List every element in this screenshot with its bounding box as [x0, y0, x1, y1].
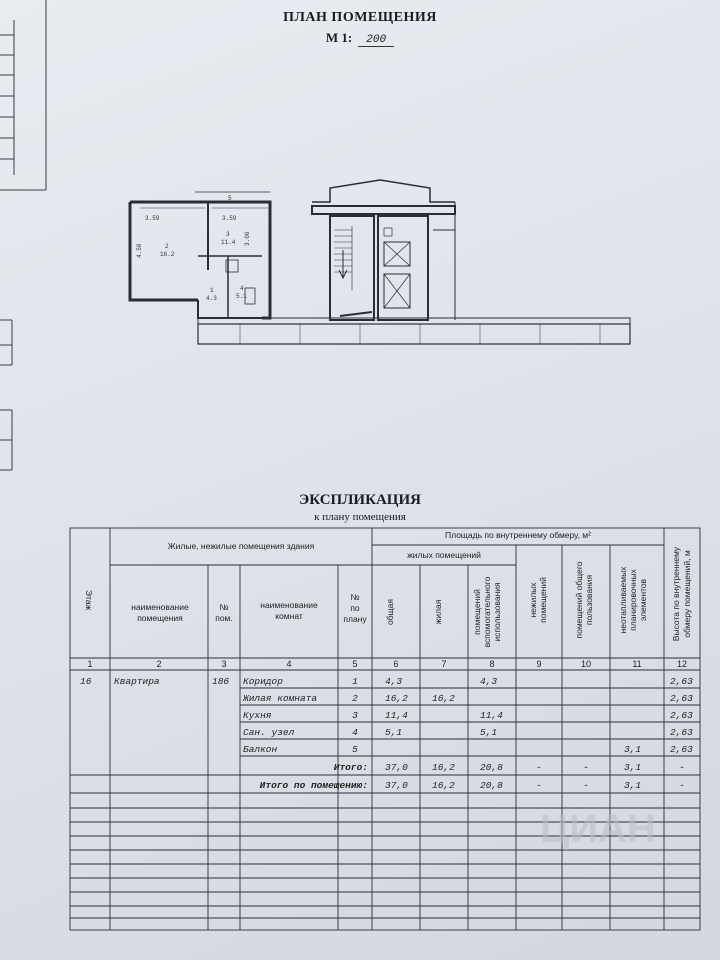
total-area-cell: 11,4: [385, 710, 408, 721]
header-floor: Этаж: [84, 589, 94, 611]
room-name-cell: Жилая комната: [243, 693, 318, 704]
dim-label: 3.59: [145, 215, 160, 222]
height-cell: 2,63: [670, 710, 693, 721]
header-living: жилая: [433, 599, 443, 625]
living-area-cell: 16,2: [432, 693, 455, 704]
subtotal-row: [334, 762, 685, 773]
height-cell: 2,63: [670, 676, 693, 687]
header-premises-group: Жилые, нежилые помещения здания: [167, 541, 315, 551]
header-plan-no: по: [350, 603, 360, 613]
dim-label: 4.50: [136, 243, 143, 258]
plan-no-cell: 5: [352, 744, 358, 755]
header-room-name: наименование: [260, 600, 318, 610]
plan-no-cell: 3: [352, 710, 358, 721]
plan-no-cell: 1: [352, 676, 358, 687]
column-number: 9: [536, 659, 542, 669]
column-number: 7: [441, 659, 447, 669]
subtotal-nonheated: 3,1: [624, 762, 642, 773]
subtotal-common: -: [583, 762, 589, 773]
room-name-cell: Кухня: [243, 710, 272, 721]
dim-label: 5: [228, 195, 232, 202]
column-number: 11: [632, 659, 642, 669]
premise-name-value: Квартира: [114, 676, 160, 687]
column-number: 6: [393, 659, 399, 669]
header-total: общая: [385, 599, 395, 625]
room-area: 16.2: [160, 251, 175, 258]
dim-label: 3.06: [244, 231, 251, 246]
subtotal-living: 16,2: [432, 762, 455, 773]
header-non-heated: планировочных: [628, 569, 638, 631]
header-auxiliary: вспомогательного: [482, 576, 492, 648]
explication-title: ЭКСПЛИКАЦИЯ: [299, 492, 421, 508]
scale-value: 200: [358, 34, 394, 47]
room-name-cell: Балкон: [243, 744, 278, 755]
floor-value: 16: [80, 676, 92, 687]
aux-area-cell: 4,3: [480, 676, 498, 687]
column-number: 2: [156, 659, 162, 669]
aux-area-cell: 11,4: [480, 710, 503, 721]
subtotal-nonres: -: [536, 762, 542, 773]
scale-label: М 1:: [325, 30, 353, 45]
room-number: 3: [226, 231, 230, 238]
room-name-cell: Коридор: [243, 676, 283, 687]
plan-no-cell: 2: [352, 693, 358, 704]
header-height: обмеру помещений, м: [682, 550, 692, 638]
grand-total-label: Итого по помещению:: [259, 780, 368, 791]
header-nonresidential: помещений: [538, 577, 548, 623]
header-plan-no: №: [350, 592, 360, 602]
column-numbers: [87, 659, 687, 669]
header-premise-name: наименование: [131, 602, 189, 612]
column-number: 12: [676, 659, 688, 669]
header-premise-no: пом.: [215, 613, 233, 623]
grand-total-total: 37,0: [385, 780, 408, 791]
header-area-group: Площадь по внутреннему обмеру, м²: [445, 530, 591, 540]
subtotal-total: 37,0: [385, 762, 408, 773]
page-title: ПЛАН ПОМЕЩЕНИЯ: [283, 10, 437, 25]
nonheated-area-cell: 3,1: [624, 744, 642, 755]
total-area-cell: 5,1: [385, 727, 403, 738]
column-number: 3: [221, 659, 227, 669]
header-nonresidential: нежилых: [528, 582, 538, 618]
total-area-cell: 16,2: [385, 693, 408, 704]
total-area-cell: 4,3: [385, 676, 403, 687]
dim-label: 3.59: [222, 215, 237, 222]
room-area: 5.1: [236, 293, 247, 300]
room-number: 1: [210, 287, 214, 294]
header-premise-no: №: [219, 602, 229, 612]
aux-area-cell: 5,1: [480, 727, 498, 738]
header-non-heated: элементов: [638, 578, 648, 622]
column-number: 5: [352, 659, 358, 669]
column-number: 4: [286, 659, 292, 669]
header-room-name: комнат: [275, 611, 303, 621]
grand-total-height: -: [679, 780, 685, 791]
plan-no-cell: 4: [352, 727, 358, 738]
subtotal-height: -: [679, 762, 685, 773]
header-plan-no: плану: [343, 614, 367, 624]
watermark: ЦИАН: [540, 807, 656, 851]
column-number: 1: [87, 659, 93, 669]
header-auxiliary: использования: [492, 582, 502, 642]
explication-subtitle: к плану помещения: [314, 511, 406, 523]
room-number: 2: [165, 243, 169, 250]
subtotal-aux: 20,8: [480, 762, 503, 773]
grand-total-aux: 20,8: [480, 780, 503, 791]
header-non-heated: неотапливаемых: [618, 566, 628, 634]
grand-total-nonheated: 3,1: [624, 780, 642, 791]
grand-total-common: -: [583, 780, 589, 791]
column-number: 10: [580, 659, 592, 669]
header-common-use: помещений общего: [574, 561, 584, 639]
header-auxiliary: помещений: [472, 589, 482, 635]
room-number: 4: [240, 285, 244, 292]
room-name-cell: Сан. узел: [243, 727, 295, 738]
grand-total-nonres: -: [536, 780, 542, 791]
premise-no-value: 186: [212, 676, 230, 687]
header-premise-name: помещения: [137, 613, 183, 623]
room-area: 4.3: [206, 295, 217, 302]
grand-total-living: 16,2: [432, 780, 455, 791]
height-cell: 2,63: [670, 693, 693, 704]
column-number: 8: [489, 659, 495, 669]
header-living-group: жилых помещений: [407, 550, 481, 560]
room-area: 11.4: [221, 239, 236, 246]
height-cell: 2,63: [670, 727, 693, 738]
subtotal-label: Итого:: [333, 762, 368, 773]
header-height: Высота по внутреннему: [671, 546, 681, 642]
grand-total-row: [260, 780, 685, 791]
header-common-use: пользования: [584, 574, 594, 626]
height-cell: 2,63: [670, 744, 693, 755]
